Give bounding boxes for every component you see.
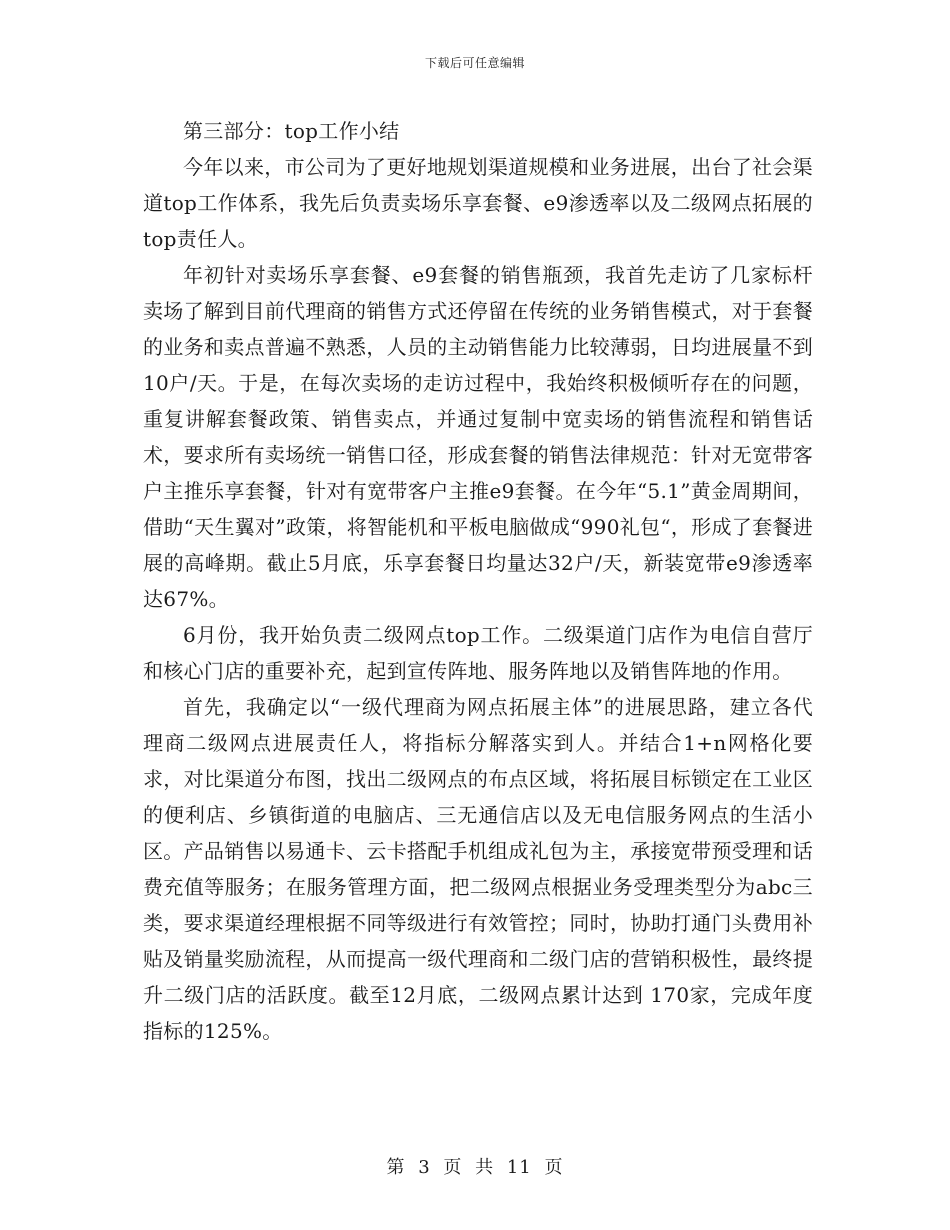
document-body — [143, 113, 813, 1049]
paragraph-intro: 今年以来，市公司为了更好地规划渠道规模和业务进展，出台了社会渠道top工作体系，我先后负责卖场乐享套餐、e9渗透率以及二级网点拓展的top责任人。 — [143, 155, 813, 251]
paragraph-outlet-expansion: 首先，我确定以“一级代理商为网点拓展主体”的进展思路，建立各代理商二级网点进展责任人，将指标分解落实到人。并结合1+n网格化要求，对比渠道分布图，找出二级网点的布点区域，将拓展目标锁定在工业区的便利店、乡镇街道的电脑店、三无通信店以及无电信服务网点的生活小区。产品销售以易通卡、云卡搭配手机组成礼包为主，承接宽带预受理和话费充值等服务；在服务管理方面，把二级网点根据业务受理类型分为abc三类，要求渠道经理根据不同等级进行有效管控；同时，协助打通门头费用补贴及销量奖励流程，从而提高一级代理商和二级门店的营销积极性，最终提升二级门店的活跃度。截至12月底，二级网点累计达到 170家，完成年度指标的125%。 — [143, 695, 813, 1043]
paragraph-package-sales: 年初针对卖场乐享套餐、e9套餐的销售瓶颈，我首先走访了几家标杆卖场了解到目前代理商的销售方式还停留在传统的业务销售模式，对于套餐的业务和卖点普遍不熟悉，人员的主动销售能力比较薄弱，日均进展量不到10户/天。于是，在每次卖场的走访过程中，我始终积极倾听存在的问题，重复讲解套餐政策、销售卖点，并通过复制中宽卖场的销售流程和销售话术，要求所有卖场统一销售口径，形成套餐的销售法律规范：针对无宽带客户主推乐享套餐，针对有宽带客户主推e9套餐。在今年“5.1”黄金周期间，借助“天生翼对”政策，将智能机和平板电脑做成“990礼包“，形成了套餐进展的高峰期。截止5月底，乐享套餐日均量达32户/天，新装宽带e9渗透率达67%。 — [143, 263, 813, 611]
page-number: 第 3 页 共 11 页 — [386, 1157, 564, 1178]
page-header-note: 下载后可任意编辑 — [424, 56, 525, 70]
paragraph-june-outlets: 6月份，我开始负责二级网点top工作。二级渠道门店作为电信自营厅和核心门店的重要补充，起到宣传阵地、服务阵地以及销售阵地的作用。 — [143, 623, 813, 683]
section-title: 第三部分：top工作小结 — [183, 119, 400, 143]
